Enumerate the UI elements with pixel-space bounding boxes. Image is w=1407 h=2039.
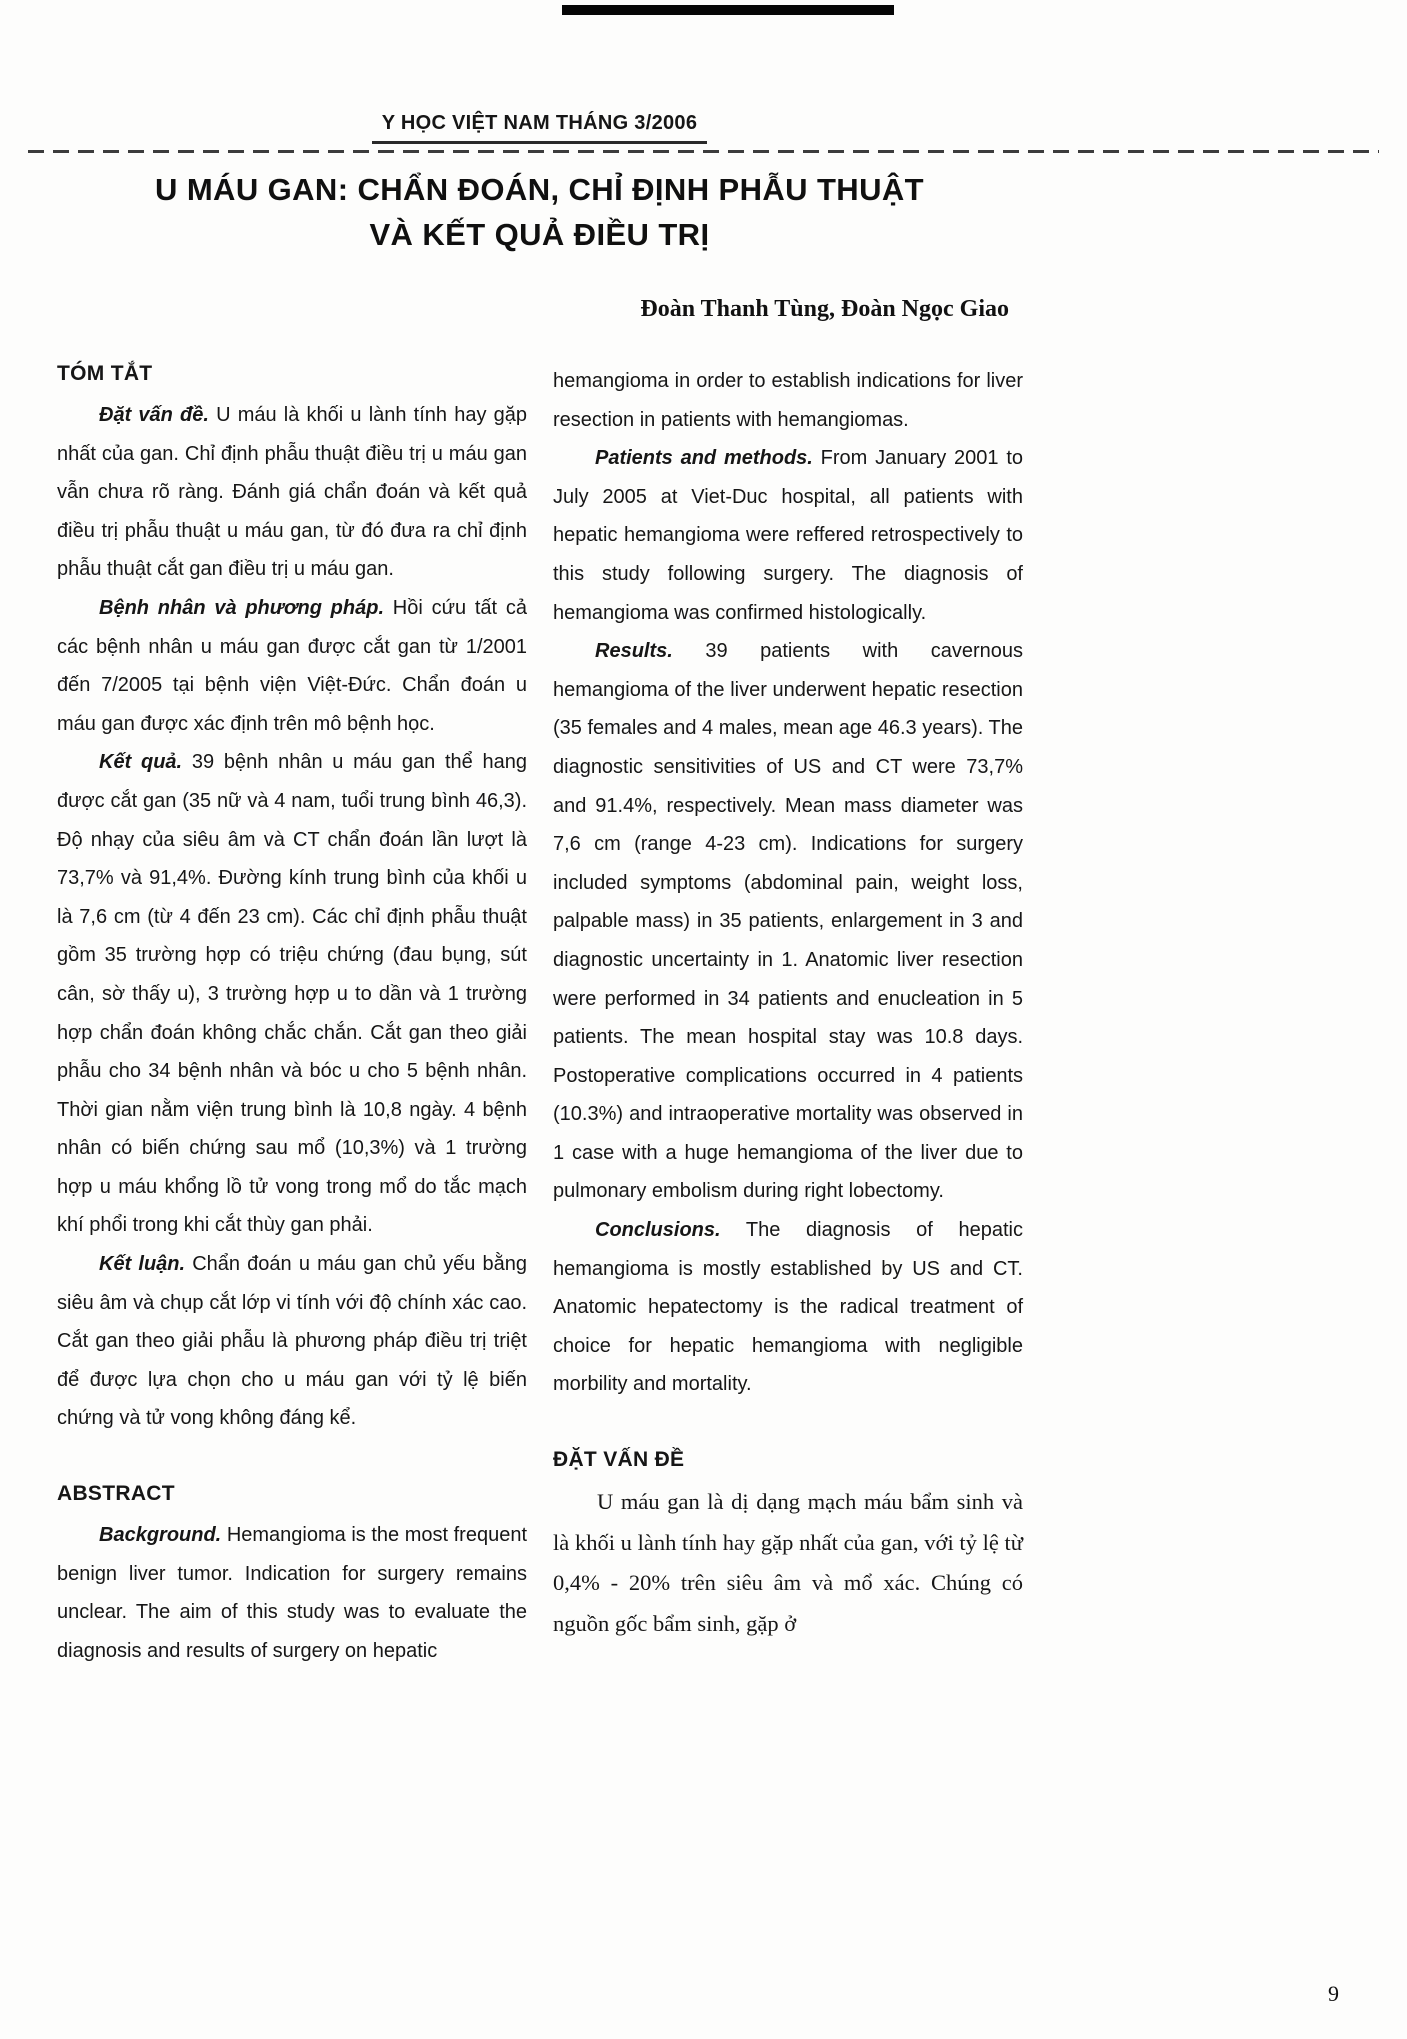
paragraph-ket-luan [57,1245,527,1438]
paragraph-text: Hemangioma is the most frequent benign liver tumor. Indication for surgery remains unclear. The aim of this study was to evaluate the diagnosis and results of surgery on hepatic [57,1524,527,1662]
paragraph-label: Bệnh nhân và phương pháp. [99,596,385,619]
paragraph-text: Chẩn đoán u máu gan chủ yếu bằng siêu âm và chụp cắt lớp vi tính với độ chính xác cao. Cắt gan theo giải phẫu là phương pháp điều trị triệt để được lựa chọn cho u máu gan với tỷ lệ biến chứng và tử vong không đáng kể. [57,1253,527,1430]
left-column [57,362,527,1670]
two-column-body [57,362,1023,1670]
article-title-line1: U MÁU GAN: CHẨN ĐOÁN, CHỈ ĐỊNH PHẪU THUẬT [155,172,924,207]
article-title-line2: VÀ KẾT QUẢ ĐIỀU TRỊ [369,216,710,252]
section-heading-tom-tat: TÓM TẮT [57,362,153,385]
paragraph-text: hemangioma in order to establish indications for liver resection in patients with hemangiomas. [553,370,1023,431]
journal-header: Y HỌC VIỆT NAM THÁNG 3/2006 [372,112,708,144]
paragraph-background [57,1516,527,1670]
section-heading-abstract: ABSTRACT [57,1482,175,1506]
paragraph-label: Đặt vấn đề. [99,404,209,426]
paragraph-ket-qua [57,743,527,1245]
paragraph-text: 39 bệnh nhân u máu gan thể hang được cắt gan (35 nữ và 4 nam, tuổi trung bình 46,3). Độ nhạy của siêu âm và CT chẩn đoán lần lượt là 73,7% và 91,4%. Đường kính trung bình của khối u là 7,6 cm (từ 4 đến 23 cm). Các chỉ định phẫu thuật gồm 35 trường hợp có triệu chứng (đau bụng, sút cân, sờ thấy u), 3 trường hợp u to dần và 1 trường hợp chẩn đoán không chắc chắn. Cắt gan theo giải phẫu cho 34 bệnh nhân và bóc u cho 5 bệnh nhân. Thời gian nằm viện trung bình là 10,8 ngày. 4 bệnh nhân có biến chứng sau mổ (10,3%) và 1 trường hợp u máu khổng lồ tử vong trong mổ do tắc mạch khí phổi trong khi cắt thùy gan phải. [57,751,527,1237]
paragraph-intro: U máu gan là dị dạng mạch máu bẩm sinh và là khối u lành tính hay gặp nhất của gan, với tỷ lệ từ 0,4% - 20% trên siêu âm và mổ xác. Chúng có nguồn gốc bẩm sinh, gặp ở [553,1489,1023,1636]
paragraph-label: Background. [99,1524,222,1547]
paragraph-label: Kết quả. [99,751,183,774]
paragraph-text: The diagnosis of hepatic hemangioma is mostly established by US and CT. Anatomic hepatectomy is the radical treatment of choice for hepatic hemangioma with negligible morbility and mortality. [553,1219,1023,1396]
paragraph-label: Patients and methods. [595,447,813,470]
paragraph-dat-van-de [57,396,527,589]
paragraph-continuation [553,362,1023,439]
paragraph-text: U máu là khối u lành tính hay gặp nhất của gan. Chỉ định phẫu thuật điều trị u máu gan vẫn chưa rõ ràng. Đánh giá chẩn đoán và kết quả điều trị phẫu thuật u máu gan, từ đó đưa ra chỉ định phẫu thuật cắt gan điều trị u máu gan. [57,404,527,581]
top-black-rule [562,5,894,15]
paragraph-label: Kết luận. [99,1253,186,1276]
paragraph-results [553,632,1023,1211]
journal-header-row [57,112,1022,144]
paragraph-label: Conclusions. [595,1219,721,1242]
header-dashed-divider [28,150,1379,153]
paragraph-text: From January 2001 to July 2005 at Viet-Duc hospital, all patients with hepatic hemangioma were reffered retrospectively to this study following surgery. The diagnosis of hemangioma was confirmed histologically. [553,447,1023,624]
right-column [553,362,1023,1670]
paragraph-text: 39 patients with cavernous hemangioma of the liver underwent hepatic resection (35 females and 4 males, mean age 46.3 years). The diagnostic sensitivities of US and CT were 73,7% and 91.4%, respectively. Mean mass diameter was 7,6 cm (range 4-23 cm). Indications for surgery included symptoms (abdominal pain, weight loss, palpable mass) in 35 patients, enlargement in 3 and diagnostic uncertainty in 1. Anatomic liver resection were performed in 34 patients and enucleation in 5 patients. The mean hospital stay was 10.8 days. Postoperative complications occurred in 4 patients (10.3%) and intraoperative mortality was observed in 1 case with a huge hemangioma of the liver due to pulmonary embolism during right lobectomy. [553,640,1023,1203]
paragraph-label: Results. [595,640,673,663]
authors: Đoàn Thanh Tùng, Đoàn Ngọc Giao [640,296,1009,322]
paragraph-conclusions [553,1211,1023,1404]
paragraph-benh-nhan-phuong-phap [57,589,527,743]
article-title [57,168,1022,258]
paragraph-patients-methods [553,439,1023,632]
section-heading-dat-van-de: ĐẶT VẤN ĐỀ [553,1448,685,1472]
paragraph-text: Hồi cứu tất cả các bệnh nhân u máu gan được cắt gan từ 1/2001 đến 7/2005 tại bệnh viện Việt-Đức. Chẩn đoán u máu gan được xác định trên mô bệnh học. [57,596,527,735]
page-number: 9 [1328,1981,1339,2006]
